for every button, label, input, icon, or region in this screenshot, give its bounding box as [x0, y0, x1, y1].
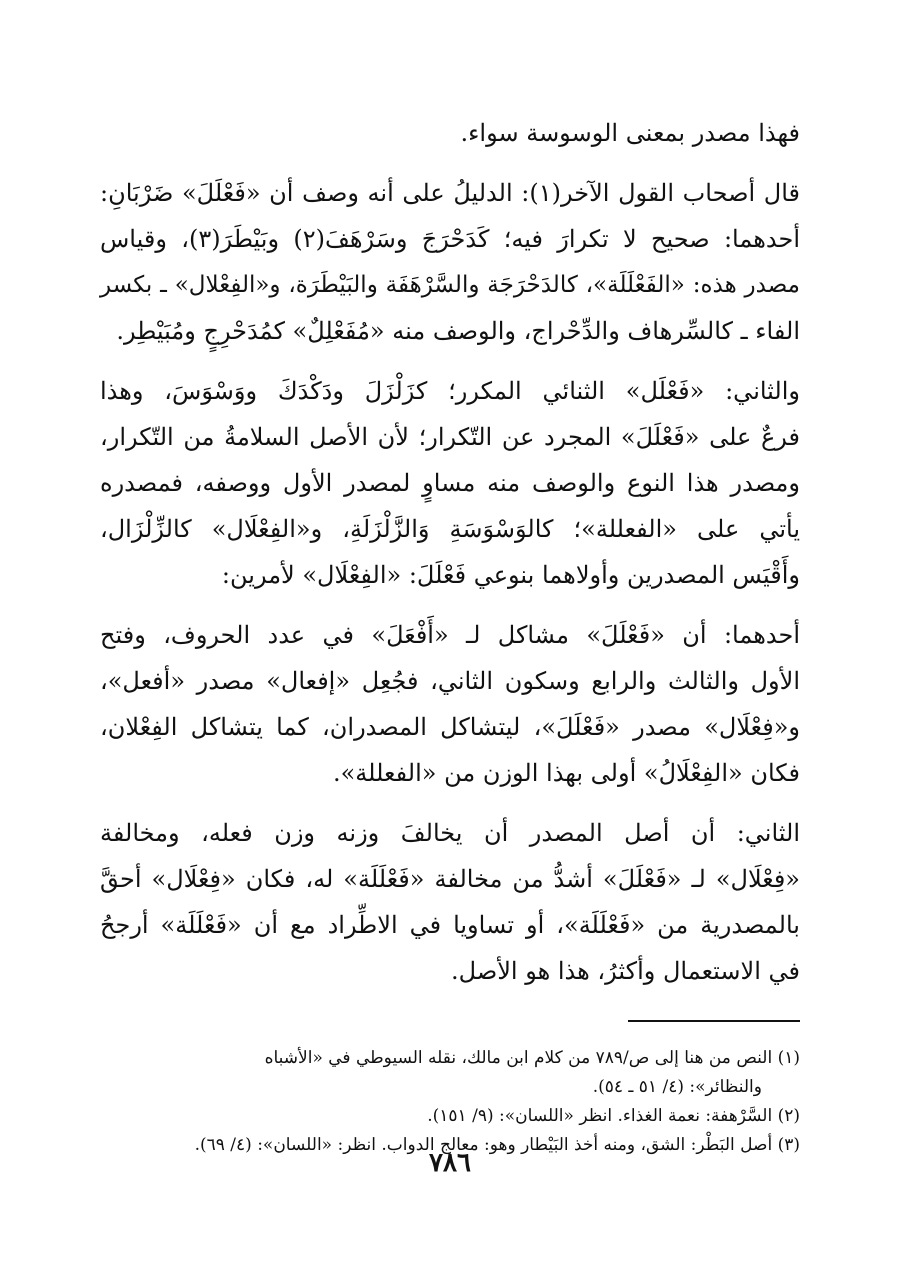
text-line: الثاني: أن أصل المصدر أن يخالفَ وزنه وزن فعله، ومخالفة: [100, 819, 800, 847]
text-line: بالمصدرية من «فَعْلَلَة»، أو تساويا في الاطِّراد مع أن «فَعْلَلَة» أرجحُ: [100, 911, 800, 939]
footnote-1: (١) النص من هنا إلى ص/٧٨٩ من كلام ابن مالك، نقله السيوطي في «الأشباه: [264, 1048, 800, 1068]
page-number: ٧٨٦: [429, 1148, 471, 1178]
text-line: أحدهما: صحيح لا تكرارَ فيه؛ كَدَحْرَجَ وسَرْهَفَ(٢) وبَيْطَرَ(٣)، وقياس: [100, 225, 800, 253]
paragraph-4: [100, 810, 800, 994]
paragraph-1: [100, 170, 800, 354]
text-line: ومصدر هذا النوع والوصف منه مساوٍ لمصدر الأول ووصفه، فمصدره: [100, 469, 800, 497]
intro-line: [100, 110, 800, 156]
footnote-2: (٢) السَّرْهفة: نعمة الغذاء. انظر «اللسان»: (٩/ ١٥١).: [427, 1106, 800, 1126]
text-line: فهذا مصدر بمعنى الوسوسة سواء.: [460, 119, 800, 147]
text-line: فرعٌ على «فَعْلَلَ» المجرد عن التّكرار؛ لأن الأصل السلامةُ من التّكرار،: [100, 423, 801, 451]
text-line: وأَقْيَس المصدرين وأولاهما بنوعي فَعْلَلَ: «الفِعْلَال» لأمرين:: [221, 561, 800, 589]
text-line: أحدهما: أن «فَعْلَلَ» مشاكل لـ «أَفْعَلَ» في عدد الحروف، وفتح: [100, 621, 800, 649]
text-line: يأتي على «الفعللة»؛ كالوَسْوَسَةِ وَالزَّلْزَلَةِ، و«الفِعْلَال» كالزِّلْزَال،: [100, 515, 800, 543]
footnote-separator: [628, 1020, 800, 1022]
text-line: قال أصحاب القول الآخر(١): الدليلُ على أنه وصف أن «فَعْلَلَ» ضَرْبَانِ:: [100, 179, 800, 207]
footnote-1-continuation: والنظائر»: (٤/ ٥١ ـ ٥٤).: [592, 1077, 762, 1097]
text-line: الأول والثالث والرابع وسكون الثاني، فجُعِل «إفعال» مصدر «أفعل»،: [100, 667, 800, 695]
page-content: [100, 110, 800, 1160]
footnote-3: (٣) أصل البَطْر: الشق، ومنه أخذ البَيْطار وهو: معالج الدواب. انظر: «اللسان»: (٤/ ٦٩).: [194, 1135, 800, 1155]
text-line: الفاء ـ كالسِّرهاف والدِّحْراج، والوصف منه «مُفَعْلِلٌ» كمُدَحْرِجٍ ومُبَيْطِر.: [116, 317, 800, 345]
footnotes: [100, 1044, 800, 1160]
paragraph-3: [100, 612, 800, 796]
text-line: «فِعْلَال» لـ «فَعْلَلَ» أشدُّ من مخالفة «فَعْلَلَة» له، فكان «فِعْلَال» أحقَّ: [100, 865, 800, 893]
text-line: فكان «الفِعْلَالُ» أولى بهذا الوزن من «الفعللة».: [332, 759, 800, 787]
paragraph-2: [100, 368, 800, 598]
text-line: مصدر هذه: «الفَعْلَلَة»، كالدَحْرَجَة والسَّرْهَفَة والبَيْطَرَة، و«الفِعْلال» ـ بكسر: [100, 272, 800, 298]
text-line: في الاستعمال وأكثرُ، هذا هو الأصل.: [451, 957, 800, 985]
text-line: والثاني: «فَعْلَل» الثنائي المكرر؛ كزَلْزَلَ ودَكْدَكَ ووَسْوَسَ، وهذا: [100, 377, 800, 405]
text-line: و«فِعْلَال» مصدر «فَعْلَلَ»، ليتشاكل المصدران، كما يتشاكل الفِعْلان،: [100, 713, 800, 741]
